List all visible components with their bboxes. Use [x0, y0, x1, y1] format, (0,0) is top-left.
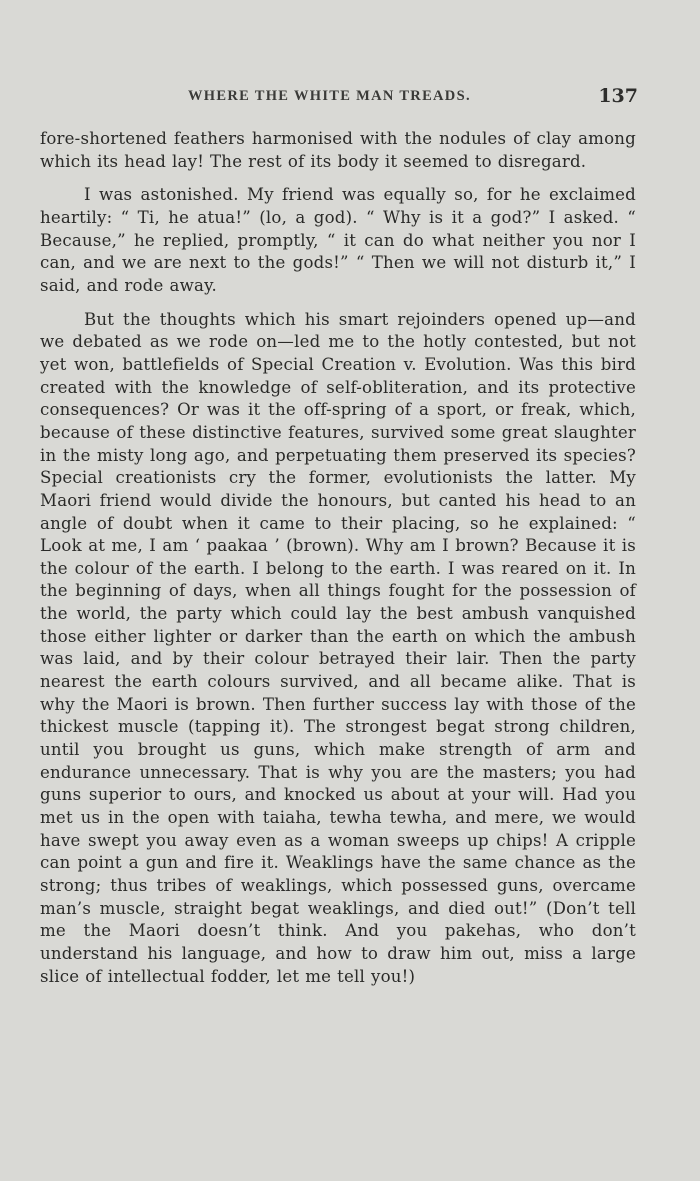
running-head: [40, 85, 638, 112]
paragraph-continuation: fore-shortened feathers harmonised with the nodules of clay among which its head lay! The rest of its body it seemed to disregard.: [40, 129, 636, 171]
running-title: WHERE THE WHITE MAN TREADS.: [188, 88, 471, 104]
paragraph-debate: But the thoughts which his smart rejoinders opened up—and we debated as we rode on—led me to the hotly contested, but not yet won, battlefields of Special Creation v. Evolution. Was this bird created with the knowledge of self-obliteration, and its protective consequences? Or was it the off-spring of a sport, or freak, which, because of these distinctive features, survived some great slaughter in the misty long ago, and perpetuating them preserved its species? Special creationists cry the former, evolutionists the latter. My Maori friend would divide the honours, but canted his head to an angle of doubt when it came to their placing, so he explained: “ Look at me, I am ‘ paakaa ’ (brown). Why am I brown? Because it is the colour of the earth. I belong to the earth. I was reared on it. In the beginning of days, when all things fought for the possession of the world, the party which could lay the best ambush vanquished those either lighter or darker than the earth on which the ambush was laid, and by their colour betrayed their lair. Then the party nearest the earth colours survived, and all became alike. That is why the Maori is brown. Then further success lay with those of the thickest muscle (tapping it). The strongest begat strong children, until you brought us guns, which make strength of arm and endurance unnecessary. That is why you are the masters; you had guns superior to ours, and knocked us about at your will. Had you met us in the open with taiaha, tewha tewha, and mere, we would have swept you away even as a woman sweeps up chips! A cripple can point a gun and fire it. Weaklings have the same chance as the strong; thus tribes of weaklings, which possessed guns, overcame man’s muscle, straight begat weaklings, and died out!” (Don’t tell me the Maori doesn’t think. And you pakehas, who don’t understand his language, and how to draw him out, miss a large slice of intellectual fodder, let me tell you!): [40, 309, 636, 986]
page-number: 137: [598, 85, 638, 107]
body-text: [40, 128, 636, 988]
paragraph-astonished: I was astonished. My friend was equally so, for he exclaimed heartily: “ Ti, he atua!” (lo, a god). “ Why is it a god?” I asked. “ Because,” he replied, promptly, “ it can do what neither you nor I can, and we are next to the gods!” “ Then we will not disturb it,” I said, and rode away.: [40, 185, 636, 295]
